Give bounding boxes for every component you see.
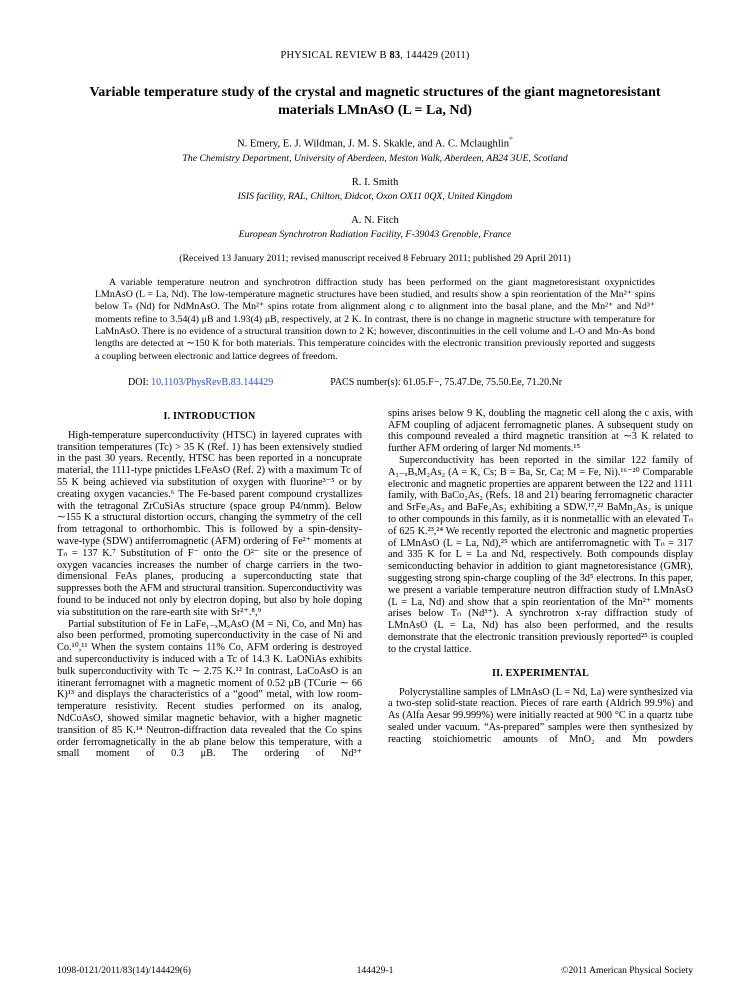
author-group-2 <box>57 177 693 202</box>
doi-label: DOI: <box>128 376 152 388</box>
author-names-2: R. I. Smith <box>351 176 399 188</box>
page-footer <box>57 965 693 976</box>
intro-paragraph-3: spins arises below 9 K, doubling the magnetic cell along the c axis, with AFM coupling of adjacent ferromagnetic planes. A subsequent study on this compound revealed a third magnetic transition at ∼3 K related to further AFM ordering of larger Nd moments.¹⁵ <box>388 407 693 455</box>
footer-issn-info: 1098-0121/2011/83(14)/144429(6) <box>57 965 191 976</box>
right-column <box>388 408 693 910</box>
intro-paragraph-2: Partial substitution of Fe in LaFe₁₋ₓMₓAsO (M = Ni, Co, and Mn) has also been performed, promoting superconductivity in the case of Ni and Co.¹⁰,¹¹ When the system contains 11% Co, AFM ordering is destroyed and superconductivity is induced with a Tc of 14.3 K. LaONiAs exhibits bulk superconductivity with Tc ∼ 2.75 K.¹² In contrast, LaCoAsO is an itinerant ferromagnet with a magnetic moment of 0.52 μB (TCurie ∼ 66 K)¹³ and displays the characteristics of a “good” metal, with low room-temperature resistivity. Recent studies performed on its analog, NdCoAsO, showed similar magnetic behavior, with a higher magnetic transition of 85 K.¹⁴ Neutron-diffraction data revealed that the Co spins order ferromagnetically in the ab plane below this temperature, with a small moment of 0.3 μB. The ordering of Nd³⁺ <box>57 618 362 760</box>
authors-line: N. Emery, E. J. Wildman, J. M. S. Skakle, and A. C. Mclaughlin <box>236 138 510 150</box>
author-group-3 <box>57 215 693 240</box>
author-names-3: A. N. Fitch <box>351 214 399 226</box>
left-column <box>57 408 362 910</box>
paper-title: Variable temperature study of the crystal and magnetic structures of the giant magnetoresistant materials LMnAsO (L = La, Nd) <box>89 85 661 119</box>
journal-volume: 83 <box>389 50 401 61</box>
section-heading-experimental: II. EXPERIMENTAL <box>492 667 589 679</box>
author-footnote-link[interactable]: * <box>509 135 514 145</box>
affiliation-3: European Synchrotron Radiation Facility, F-39043 Grenoble, France <box>238 228 512 240</box>
footer-page-number: 144429-1 <box>356 965 394 976</box>
affiliation-2: ISIS facility, RAL, Chilton, Didcot, Oxon OX11 0QX, United Kingdom <box>237 190 513 202</box>
doi-part <box>95 377 330 388</box>
doi-pacs-line <box>95 377 655 388</box>
section-heading-introduction: I. INTRODUCTION <box>163 410 256 422</box>
journal-header <box>57 50 693 61</box>
doi-link[interactable]: 10.1103/PhysRevB.83.144429 <box>151 376 274 388</box>
abstract-text: A variable temperature neutron and synchrotron diffraction study has been performed on the giant magnetoresistant oxypnictides LMnAsO (L = La, Nd). The low-temperature magnetic structures have been studied, and results show a spin reorientation of the Mn²⁺ spins below Tₙ (Nd) for NdMnAsO. The Mn²⁺ spins rotate from alignment along c to alignment into the basal plane, and the Mn²⁺ and Nd³⁺ moments refine to 3.54(4) μB and 1.93(4) μB, respectively, at 2 K. In contrast, there is no change in magnetic structure with temperature for LaMnAsO. There is no evidence of a structural transition down to 2 K; however, discontinuities in the cell volume and L-O and Mn-As bond lengths are detected at ∼150 K for both materials. This temperature coincides with the electronic transition previously reported and suggests a coupling between electronic and lattice degrees of freedom. <box>95 276 655 362</box>
affiliation-1: The Chemistry Department, University of Aberdeen, Meston Walk, Aberdeen, AB24 3UE, Scotland <box>182 152 568 164</box>
journal-name: PHYSICAL REVIEW B <box>280 50 390 61</box>
pacs-numbers: PACS number(s): 61.05.F−, 75.47.De, 75.50.Ee, 71.20.Nr <box>330 376 563 388</box>
author-group-1 <box>57 135 693 164</box>
footer-copyright: ©2011 American Physical Society <box>561 965 693 976</box>
experimental-paragraph-1: Polycrystalline samples of LMnAsO (L = Nd, La) were synthesized via a two-step solid-state reaction. Pieces of rare earth (Aldrich 99.9%) and As (Alfa Aesar 99.999%) were initially reacted at 900 °C in a quartz tube sealed under vacuum. “As-prepared” samples were then synthesized by reacting stoichiometric amounts of MnO₂ and Mn powders <box>388 686 693 745</box>
author-names-1 <box>57 135 693 150</box>
two-column-body <box>57 408 693 910</box>
intro-paragraph-4: Superconductivity has been reported in the similar 122 family of A₁₋ₓBₓM₂As₂ (A = K, Cs; B = Ba, Sr, Ca; M = Fe, Ni).¹⁶⁻²⁰ Comparable electronic and magnetic properties are apparent between the 122 and 1111 family, with BaCo₂As₂ (Refs. 18 and 21) bearing ferromagnetic character and SrFe₂As₂ and BaFe₂As₂ exhibiting a SDW.¹⁷,²² BaMn₂As₂ is unique to other compounds in this family, as it is nonmetallic with an elevated Tₙ of 625 K.²³,²⁴ We recently reported the electronic and magnetic properties of LMnAsO (L = La, Nd),²⁵ which are antiferromagnetic with Tₙ = 317 and 335 K for L = La and Nd, respectively. Both compounds display semiconducting behavior in addition to giant magnetoresistance (GMR), suggesting strong spin-charge coupling of the 3d⁵ electrons. In this paper, we present a variable temperature neutron diffraction study of LMnAsO (L = La, Nd) and show that a spin reorientation of the Mn²⁺ moments arises below Tₙ (Nd³⁺). A synchrotron x-ray diffraction study of LMnAsO (L = La, Nd) has also been performed, and the results demonstrate that the electronic transition previously reported²⁵ is coupled to the crystal lattice. <box>388 455 693 655</box>
journal-issue-info: , 144429 (2011) <box>400 50 470 61</box>
received-line: (Received 13 January 2011; revised manuscript received 8 February 2011; published 29 April 2011) <box>179 252 571 264</box>
intro-paragraph-1: High-temperature superconductivity (HTSC) in layered cuprates with transition temperatures (Tc) > 35 K (Ref. 1) has been extensively studied in the past 30 years. Recently, HTSC has been reported in a noncuprate material, the 1111-type pnictides LFeAsO (Ref. 2) with a maximum Tc of 55 K being achieved via substitution of oxygen with fluorine³⁻⁵ or by creating oxygen vacancies.⁶ The Fe-based parent compound crystallizes with the tetragonal ZrCuSiAs structure (space group P4/nmm). Below ∼155 K a structural distortion occurs, changing the symmetry of the cell from tetragonal to orthorhombic. This is followed by a spin-density-wave-type (SDW) antiferromagnetic (AFM) ordering of Fe²⁺ moments at Tₙ = 137 K.⁷ Substitution of F⁻ onto the O²⁻ site or the presence of oxygen vacancies increases the number of charge carriers in the two-dimensional FeAs planes, producing a superconducting state that suppresses both the AFM and structural transition. Superconductivity was found to be induced not only by electron doping, but also by hole doping via substitution on the rare-earth site with Sr²⁺.⁸,⁹ <box>57 429 362 618</box>
